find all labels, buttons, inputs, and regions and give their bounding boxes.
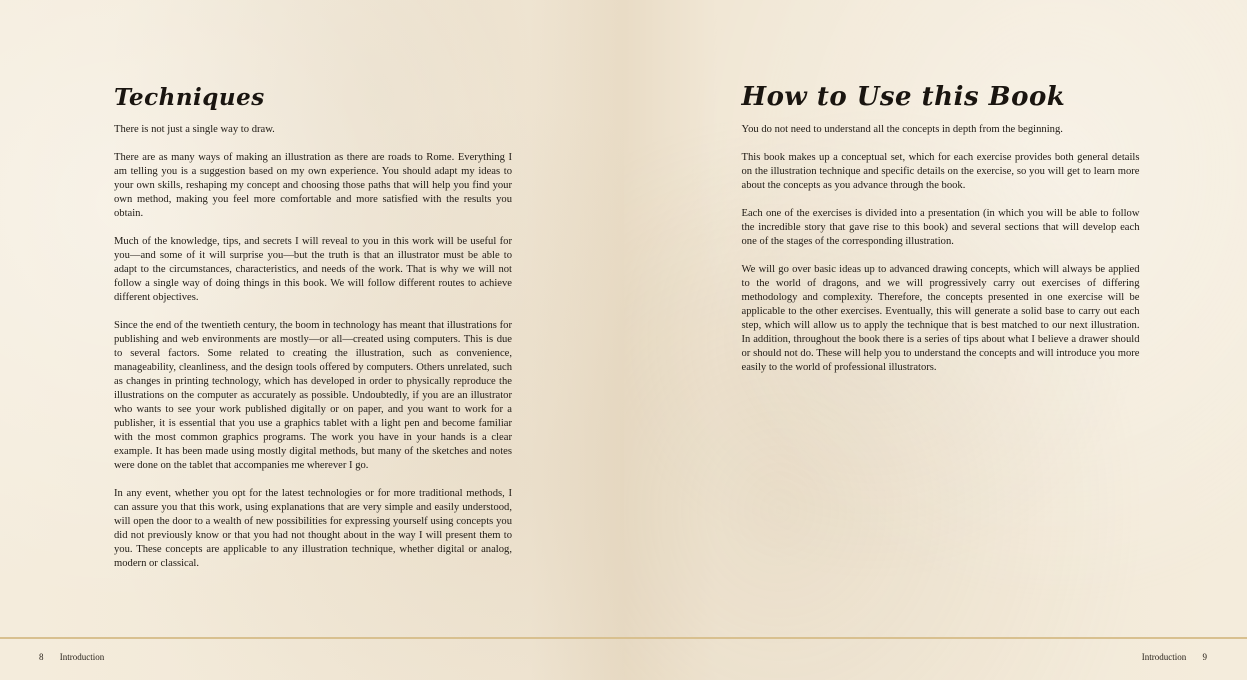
left-paragraph: In any event, whether you opt for the latest technologies or for more traditional methods, I can assure you that this work, using explanations that are very simple and easily understood, will open the door to a wealth of new possibilities for expressing yourself using concepts you did not previously know or that you had not thought about in the way I will present them to you. These concepts are applicable to any illustration technique, whether digital or analog, modern or classical. — [114, 488, 512, 569]
page-number: 9 — [1202, 652, 1207, 662]
right-page-body — [742, 123, 1140, 389]
page-number: 8 — [39, 652, 44, 662]
running-section: Introduction — [1141, 652, 1187, 662]
left-paragraph: There is not just a single way to draw. — [114, 124, 275, 135]
left-footer — [39, 652, 104, 662]
right-page-heading: How to Use this Book — [741, 82, 1066, 112]
right-paragraph: Each one of the exercises is divided into a presentation (in which you will be able to follow the incredible story that gave rise to this book) and several sections that will develop each one of the stages of the corresponding illustration. — [741, 208, 1140, 247]
left-paragraph: There are as many ways of making an illustration as there are roads to Rome. Everything I am telling you is a suggestion based on my own experience. You should adapt my ideas to your own skills, reshaping my concept and choosing those paths that will help you find your own method, making you feel more comfortable and more satisfied with the results you obtain. — [114, 152, 512, 219]
left-page-body — [114, 123, 512, 585]
right-paragraph: This book makes up a conceptual set, which for each exercise provides both general details on the illustration technique and specific details on the exercise, so you will get to learn more about the concepts as you advance through the book. — [741, 152, 1140, 191]
right-paragraph: You do not need to understand all the concepts in depth from the beginning. — [741, 124, 1063, 135]
right-page — [624, 0, 1247, 680]
left-paragraph: Much of the knowledge, tips, and secrets I will reveal to you in this work will be useful for you—and some of it will surprise you—but the truth is that an illustrator must be able to adapt to the circumstances, characteristics, and needs of the work. That is why we will not follow a single way of doing things in this book. We will follow different routes to achieve different objectives. — [114, 236, 512, 303]
left-paragraph: Since the end of the twentieth century, the boom in technology has meant that illustrations for publishing and web environments are mostly—or all—created using computers. This is due to several factors. Some related to creating the illustration, such as convenience, manageability, cleanliness, and the design tools offered by computers. Others unrelated, such as changes in printing technology, which has developed in order to physically reproduce the illustrations on the computer as accurately as possible. Undoubtedly, if you are an illustrator who wants to see your work published digitally or on paper, and you want to work for a publisher, it is essential that you use a graphics tablet with a light pen and become familiar with the most common graphics programs. The work you have in your hands is a clear example. It has been made using mostly digital methods, but many of the sketches and notes were done on the tablet that accompanies me wherever I go. — [114, 320, 512, 471]
running-section: Introduction — [59, 652, 105, 662]
left-page-heading: Techniques — [114, 84, 265, 111]
right-paragraph: We will go over basic ideas up to advanced drawing concepts, which will always be applied to the world of dragons, and we will progressively carry out exercises of differing methodology and complexity. Therefore, the concepts presented in one exercise will be applicable to the other exercises. Eventually, this will generate a solid base to carry out each step, which will allow us to apply the technique that is best matched to our next illustration. In addition, throughout the book there is a series of tips about what I believe a drawer should or should not do. These will help you to understand the concepts and will introduce you more easily to the world of professional illustrators. — [741, 264, 1140, 373]
footer-rule — [624, 637, 1247, 639]
right-footer — [1142, 652, 1207, 662]
footer-rule — [0, 637, 624, 639]
